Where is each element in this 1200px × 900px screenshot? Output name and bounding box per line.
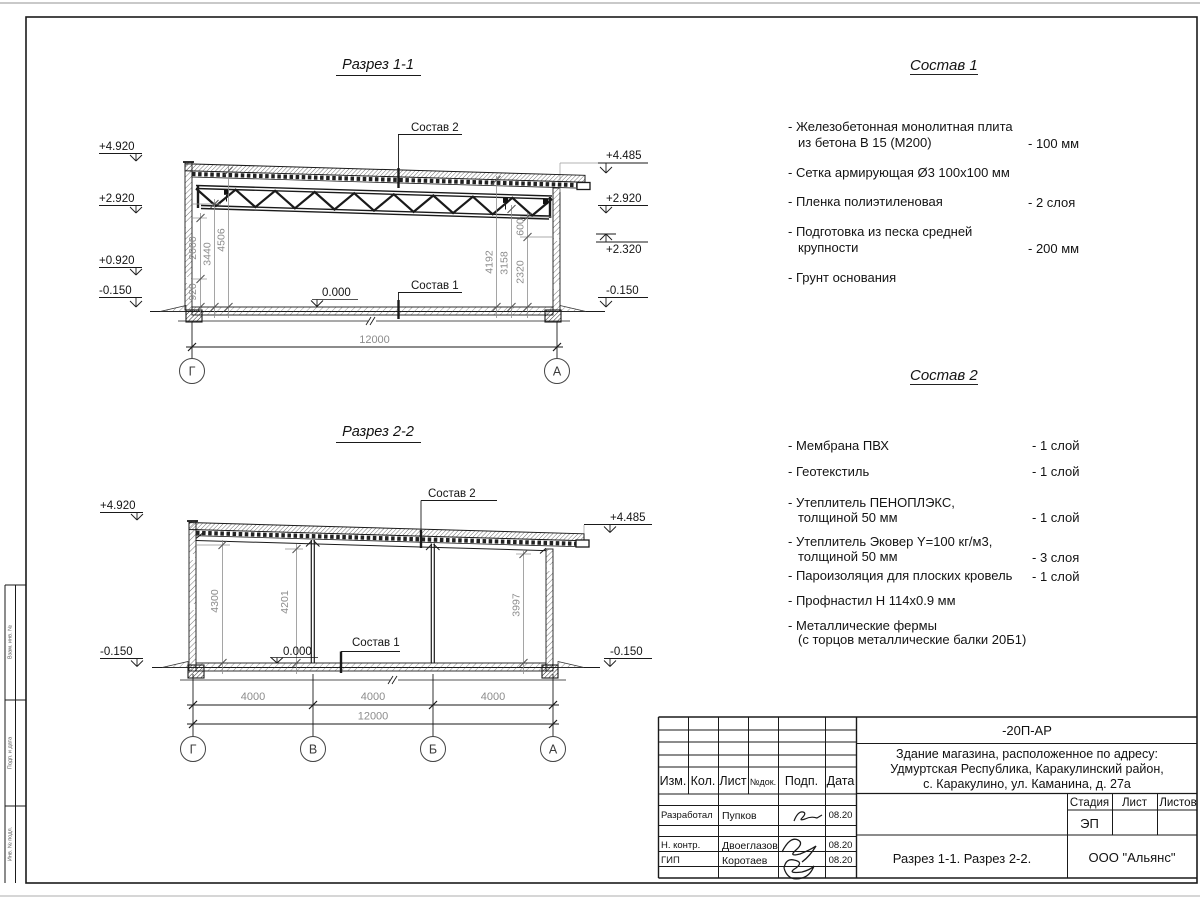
section-2-title: Разрез 2-2 <box>342 424 414 440</box>
dim-4000-3: 4000 <box>480 691 506 703</box>
elev-4920-s2: +4.920 <box>100 500 136 512</box>
dim-4201: 4201 <box>279 590 291 614</box>
elev-2920l-s1: +2.920 <box>99 193 135 205</box>
elev-m0150l-s2: -0.150 <box>100 646 133 658</box>
section-2-2 <box>100 424 652 762</box>
axis-g-s2: Г <box>189 742 197 757</box>
section-1-roof <box>185 164 590 190</box>
sostav1-item-line: - Подготовка из песка средней <box>788 224 973 239</box>
section-1-leaders <box>311 122 462 319</box>
sostav2-item-value: - 1 слой <box>1032 510 1080 525</box>
elev-0920-s1: +0.920 <box>99 255 135 267</box>
axis-a-s1: А <box>552 364 562 379</box>
sostav2-item-line: - Утеплитель ПЕНОПЛЭКС, <box>788 495 955 510</box>
section-2-bottom-dims <box>181 674 566 762</box>
section-1-truss <box>196 186 552 220</box>
project-address-line: Здание магазина, расположенное по адресу: <box>896 747 1158 761</box>
dim-3997: 3997 <box>510 593 523 617</box>
side-stamp <box>5 585 26 883</box>
col-podp: Подп. <box>784 774 819 788</box>
axis-b-s2: Б <box>428 742 438 757</box>
label-zero-s1: 0.000 <box>322 287 351 299</box>
stage-value: ЭП <box>1080 816 1099 831</box>
elev-m0150l-s1: -0.150 <box>99 285 132 297</box>
dim-12000-s1: 12000 <box>359 334 390 346</box>
label-sostav2-s1: Состав 2 <box>411 122 459 134</box>
sostav2-item-line: - Утеплитель Эковер Y=100 кг/м3, <box>788 534 993 549</box>
sostav2-item-line: - Мембрана ПВХ <box>788 438 889 453</box>
elev-m0150r-s2: -0.150 <box>610 646 643 658</box>
sostav1-item-line: - Грунт основания <box>788 270 897 285</box>
dim-12000-s2: 12000 <box>357 710 389 723</box>
signature-razrabotal <box>794 812 822 821</box>
label-sostav2-s2: Состав 2 <box>428 488 476 500</box>
col-list: Лист <box>719 774 747 788</box>
elev-4485-s1: +4.485 <box>606 150 642 162</box>
dim-2000: 2000 <box>187 236 199 260</box>
sostav2-item-line: (с торцов металлические балки 20Б1) <box>798 632 1027 647</box>
section-2-dims <box>196 540 531 674</box>
sostav2-item-value: - 3 слоя <box>1032 550 1080 565</box>
sostav1-item-line: из бетона В 15 (М200) <box>798 135 932 150</box>
row-role: Разработал <box>661 810 713 821</box>
sostav1-item-value: - 200 мм <box>1028 241 1080 256</box>
stage-col-header: Стадия <box>1069 797 1110 809</box>
dim-2320: 2320 <box>514 260 527 284</box>
label-sostav1-s1: Состав 1 <box>411 280 459 292</box>
axis-g-s1: Г <box>188 364 196 379</box>
section-1-elev-right <box>560 150 648 307</box>
elev-2320-s1: +2.320 <box>606 244 642 256</box>
elev-4920-s1: +4.920 <box>99 141 135 153</box>
col-ndok: №док. <box>749 777 777 787</box>
label-zero-s2: 0.000 <box>283 646 312 658</box>
sostav1-item-line: - Пленка полиэтиленовая <box>788 194 943 209</box>
row-role: Н. контр. <box>661 840 701 851</box>
section-2-roof <box>189 523 589 551</box>
signature-gip <box>784 860 814 879</box>
sostav2-title: Состав 2 <box>910 367 978 384</box>
sostav1-title: Состав 1 <box>910 57 978 74</box>
dim-600: 600 <box>514 218 527 236</box>
sheet-title: Разрез 1-1. Разрез 2-2. <box>892 851 1032 866</box>
section-2-ground <box>152 662 600 685</box>
sostav1-item-line: крупности <box>798 240 859 255</box>
dim-3158: 3158 <box>498 251 511 275</box>
section-1-bottom-dims <box>180 322 570 384</box>
dim-4300: 4300 <box>209 589 221 613</box>
row-date: 08.20 <box>828 810 853 821</box>
sostav2-item-line: толщиной 50 мм <box>798 549 898 564</box>
section-1-ground <box>150 306 605 326</box>
section-1-1 <box>99 57 648 384</box>
col-kol: Кол. <box>690 774 716 788</box>
section-2-leaders <box>270 488 497 673</box>
col-data: Дата <box>826 774 855 788</box>
side-stamp-label-2: Подп. и дата <box>7 736 14 770</box>
list-col-header: Лист <box>1122 797 1147 809</box>
dim-920: 920 <box>187 283 199 301</box>
signature-nkontr <box>782 839 816 862</box>
sostav2-item-line: толщиной 50 мм <box>798 510 898 525</box>
dim-4192: 4192 <box>483 250 496 274</box>
project-address-line: Удмуртская Республика, Каракулинский район, <box>890 762 1164 776</box>
sostav2-item-value: - 1 слой <box>1032 438 1080 453</box>
listov-col-header: Листов <box>1159 797 1197 809</box>
dim-4506: 4506 <box>215 228 228 252</box>
row-name: Коротаев <box>722 855 768 867</box>
elev-2920r-s1: +2.920 <box>606 193 642 205</box>
dim-3440: 3440 <box>201 242 214 266</box>
sostav1-item-value: - 100 мм <box>1028 136 1080 151</box>
row-role: ГИП <box>661 855 680 866</box>
sostav1-item-line: - Сетка армирующая Ø3 100х100 мм <box>788 165 1010 180</box>
sostav1-item-value: - 2 слоя <box>1028 195 1076 210</box>
row-date: 08.20 <box>828 840 853 851</box>
company-name: ООО "Альянс" <box>1088 850 1176 865</box>
sostav1-item-line: - Железобетонная монолитная плита <box>788 119 1013 134</box>
side-stamp-label-3: Инв. № подл. <box>7 826 14 862</box>
sostav2-item-line: - Металлические фермы <box>788 618 937 633</box>
project-address-line: с. Каракулино, ул. Каманина, д. 27а <box>923 777 1131 791</box>
dim-4000-2: 4000 <box>360 691 386 703</box>
doc-code: -20П-АР <box>1002 723 1052 738</box>
axis-a-s2: А <box>548 742 558 757</box>
side-stamp-label-1: Взам. инв. № <box>7 624 14 660</box>
sostav2-item-value: - 1 слой <box>1032 464 1080 479</box>
row-date: 08.20 <box>828 855 853 866</box>
sostav2-item-line: - Геотекстиль <box>788 464 870 479</box>
row-name: Пупков <box>722 810 757 822</box>
elev-4485-s2: +4.485 <box>610 512 646 524</box>
dim-4000-1: 4000 <box>240 691 266 703</box>
section-1-title: Разрез 1-1 <box>342 57 414 73</box>
sostav2-item-line: - Профнастил Н 114х0.9 мм <box>788 593 956 608</box>
sostav2-item-line: - Пароизоляция для плоских кровель <box>788 568 1013 583</box>
label-sostav1-s2: Состав 1 <box>352 637 400 649</box>
row-name: Двоеглазов <box>722 840 778 852</box>
elev-m0150r-s1: -0.150 <box>606 285 639 297</box>
col-izm: Изм. <box>659 774 687 788</box>
sostav2-item-value: - 1 слой <box>1032 569 1080 584</box>
axis-v-s2: В <box>308 742 318 757</box>
section-1-elev-left <box>99 141 142 307</box>
